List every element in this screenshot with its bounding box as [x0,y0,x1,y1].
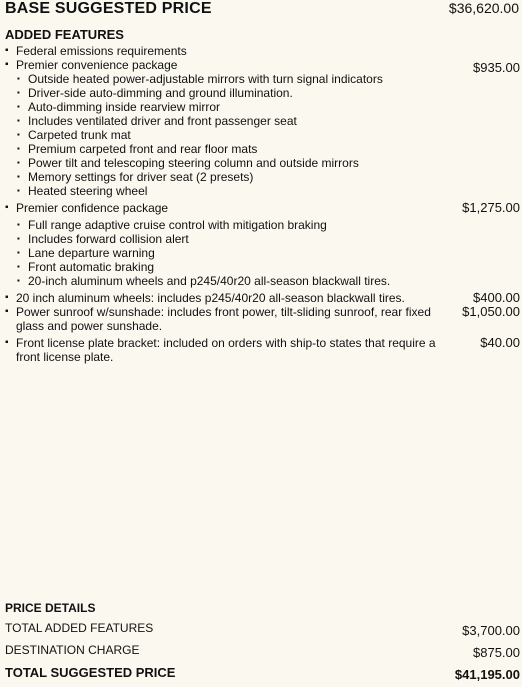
feature-item-wheels [5,291,519,305]
feature-price: $40.00 [480,335,520,350]
sub-item: ▪ Premium carpeted front and rear floor mats [17,142,449,156]
sub-item: ▪ Auto-dimming inside rearview mirror [17,100,449,114]
sub-item: ▪ Includes ventilated driver and front passenger seat [17,114,449,128]
sub-item: ▪ Includes forward collision alert [17,232,449,246]
feature-item-confidence-package [5,201,519,215]
destination-charge-value: $875.00 [473,645,520,660]
added-features-title: ADDED FEATURES [5,27,124,42]
destination-charge-label: DESTINATION CHARGE [5,643,140,657]
sub-item: ▪ Front automatic braking [17,260,449,274]
feature-item-sunroof [5,305,519,333]
base-price-value: $36,620.00 [448,0,519,16]
feature-label: Power sunroof w/sunshade: includes front power, tilt-sliding sunroof, rear fixed glass and power sunshade. [16,305,431,333]
sub-item: ▪ Full range adaptive cruise control with mitigation braking [17,218,449,232]
feature-price: $1,275.00 [462,200,520,215]
feature-label: Federal emissions requirements [16,44,187,58]
total-suggested-price-label: TOTAL SUGGESTED PRICE [5,665,176,680]
feature-item-emissions [5,44,519,58]
sub-item: ▪ Memory settings for driver seat (2 presets) [17,170,449,184]
added-features-list [5,44,519,364]
sub-item: ▪ Driver-side auto-dimming and ground illumination. [17,86,449,100]
total-added-features-value: $3,700.00 [462,623,520,638]
feature-item-license-bracket [5,336,519,364]
convenience-package-sublist [5,72,519,198]
sub-item: ▪ Power tilt and telescoping steering column and outside mirrors [17,156,449,170]
sub-item: ▪ Outside heated power-adjustable mirrors with turn signal indicators [17,72,449,86]
feature-label: Front license plate bracket: included on orders with ship-to states that require a front license plate. [16,336,436,364]
feature-price: $1,050.00 [462,304,520,319]
sub-item: ▪ Heated steering wheel [17,184,449,198]
feature-label: 20 inch aluminum wheels: includes p245/40r20 all-season blackwall tires. [16,291,405,305]
sub-item: ▪ Carpeted trunk mat [17,128,449,142]
total-added-features-row [5,621,519,643]
destination-charge-row [5,643,519,665]
total-added-features-label: TOTAL ADDED FEATURES [5,621,154,635]
feature-item-convenience-package [5,58,520,75]
total-suggested-price-row [5,665,519,687]
price-details-title: PRICE DETAILS [5,601,96,615]
sub-item: ▪ 20-inch aluminum wheels and p245/40r20 all-season blackwall tires. [17,274,449,288]
base-price-row [5,0,519,18]
base-price-title: BASE SUGGESTED PRICE [5,0,212,17]
sub-item: ▪ Lane departure warning [17,246,449,260]
feature-label: Premier convenience package [16,58,178,72]
confidence-package-sublist [5,218,519,288]
feature-price: $935.00 [473,60,520,75]
total-suggested-price-value: $41,195.00 [454,667,520,682]
price-details [5,601,519,687]
feature-price: $400.00 [473,290,520,305]
feature-label: Premier confidence package [16,201,169,215]
